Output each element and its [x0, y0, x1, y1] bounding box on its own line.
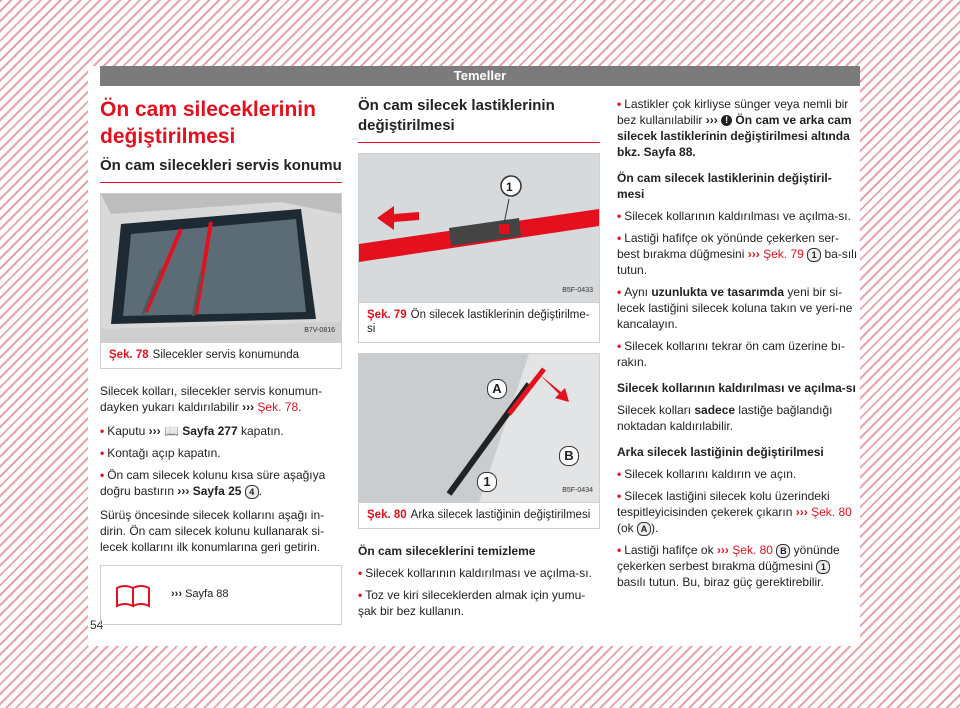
- bullet-text: kapatın.: [240, 424, 284, 438]
- intro-text: Silecek kolları, silecekler servis konumun-dayken yukarı kaldırılabilir: [100, 384, 323, 414]
- callout-badge: A: [637, 522, 651, 536]
- windshield-wiper-illustration: [101, 194, 341, 342]
- bullet-text: .: [258, 484, 263, 498]
- list-item: • Silecek kollarını kaldırın ve açın.: [617, 467, 797, 481]
- callout-badge: 1: [807, 248, 821, 262]
- bullet-text: Silecek kollarını tekrar ön cam üzerine bı-rakın.: [617, 339, 845, 369]
- page-number: 54: [90, 618, 104, 632]
- figure-caption: [359, 302, 599, 342]
- warning-icon: !: [721, 115, 732, 126]
- bullet-text: Silecek kollarının kaldırılması ve açılma-sı.: [365, 566, 592, 580]
- bullet-text: ba-sılı tutun.: [617, 247, 858, 277]
- figure-caption-text: Arka silecek lastiğinin değiştirilmesi: [410, 509, 591, 521]
- bullet-text: yeni bir si-lecek lastiğini silecek koluna takın ve yeri-ne kancalayın.: [617, 285, 853, 331]
- figure-number: Şek. 79: [367, 309, 407, 321]
- arrows: ›››: [177, 484, 190, 498]
- callout-badge: B: [776, 544, 790, 558]
- list-item: • Lastiği hafifçe ok ››› Şek. 80 B yönünde çekerken serbest bırakma düğmesini 1 basılı tutun. Bu, biraz güç gerektirebilir.: [617, 543, 840, 589]
- arrows: ›››: [747, 247, 760, 261]
- list-item: • Kaputu ››› 📖 Sayfa 277 kapatın.: [100, 424, 284, 438]
- book-icon: 📖: [163, 424, 179, 438]
- paragraph: Silecek kolları sadece lastiğe bağlandığı noktadan kaldırılabilir.: [617, 403, 833, 433]
- note-box: [100, 565, 342, 625]
- figure-80: [358, 353, 600, 529]
- subsection-title: Ön cam silecek lastiklerinin değiştiril-mesi: [617, 171, 832, 201]
- bullet-text: Lastiği hafifçe ok yönünde çekerken ser-best bırakma düğmesini: [617, 231, 839, 261]
- book-icon: [115, 580, 155, 610]
- arrows: ›››: [795, 505, 808, 519]
- rear-wiper-illustration: [359, 354, 599, 502]
- list-item: • Ön cam silecek kolunu kısa süre aşağıya doğru bastırın ››› Sayfa 25 4 .: [100, 468, 326, 498]
- figure-link[interactable]: Şek. 79: [763, 247, 804, 261]
- wiper-blade-illustration: [359, 154, 599, 302]
- figure-caption: [359, 502, 599, 528]
- callout-label-1: 1: [506, 180, 513, 194]
- list-item: • Lastiği hafifçe ok yönünde çekerken ser-best bırakma düğmesini ››› Şek. 79 1 ba-sılı tutun.: [617, 231, 858, 277]
- callout-label-a: A: [487, 379, 507, 399]
- figure-78: [100, 193, 342, 369]
- figure-link[interactable]: Şek. 78: [257, 400, 299, 414]
- figure-number: Şek. 78: [109, 349, 149, 361]
- list-item: • Silecek lastiğini silecek kolu üzerindeki tespitleyicisinden çekerek çıkarın ››› Şek. 80 (ok A ).: [617, 489, 852, 535]
- bullet-text: Lastikler çok kirliyse sünger veya nemli bir bez kullanılabilir: [617, 97, 849, 127]
- list-item: • Silecek kollarının kaldırılması ve açılma-sı.: [358, 566, 592, 580]
- callout-badge: 1: [816, 560, 830, 574]
- arrows: ›››: [716, 543, 729, 557]
- figure-caption: [101, 342, 341, 368]
- figure-link[interactable]: Şek. 80: [811, 505, 852, 519]
- arrows: ›››: [242, 400, 255, 414]
- subsection-title: Ön cam sileceklerini temizleme: [358, 544, 536, 558]
- list-item: • Toz ve kiri sileceklerden almak için yumu-şak bir bez kullanın.: [358, 588, 586, 618]
- note-link[interactable]: ››› Sayfa 88: [171, 588, 229, 600]
- column-3: [617, 96, 859, 596]
- arrows: ›››: [705, 113, 718, 127]
- callout-label-b: B: [559, 446, 579, 466]
- figure-code: B7V-0816: [304, 327, 335, 334]
- bullet-text: Lastiği hafifçe ok: [624, 543, 714, 557]
- bullet-bold: uzunlukta ve tasarımda: [651, 285, 785, 299]
- bullet-text: Toz ve kiri sileceklerden almak için yumu-şak bir bez kullanın.: [358, 588, 586, 618]
- arrows: ›››: [148, 424, 161, 438]
- header-bar: Temeller: [100, 66, 860, 86]
- list-item: • Silecek kollarının kaldırılması ve açılma-sı.: [617, 209, 851, 223]
- bullet-text: basılı tutun. Bu, biraz güç gerektirebilir.: [617, 575, 824, 589]
- callout-label-1: 1: [477, 472, 497, 492]
- bullet-text: (ok: [617, 521, 634, 535]
- callout-badge: 4: [245, 485, 259, 499]
- column-1: [100, 96, 342, 625]
- figure-79: [358, 153, 600, 343]
- section-title: Ön cam silecek lastiklerinin değiştirilmesi: [358, 96, 600, 143]
- section-subtitle: Ön cam silecekleri servis konumu: [100, 156, 342, 183]
- bullet-text: Aynı: [624, 285, 648, 299]
- list-item: • Aynı uzunlukta ve tasarımda yeni bir si-lecek lastiğini silecek koluna takın ve yeri-ne kancalayın.: [617, 285, 853, 331]
- figure-caption-text: Silecekler servis konumunda: [152, 349, 300, 361]
- bullet-text: yönünde çekerken serbest bırakma düğmesini: [617, 543, 840, 573]
- column-2: [358, 96, 600, 625]
- subsection-title: Arka silecek lastiğinin değiştirilmesi: [617, 445, 824, 459]
- list-item: • Kontağı açıp kapatın.: [100, 446, 221, 460]
- bullet-text: Ön cam silecek kolunu kısa süre aşağıya doğru bastırın: [100, 468, 326, 498]
- figure-code: B5F-0434: [562, 487, 593, 494]
- intro-paragraph: Silecek kolları, silecekler servis konumun-dayken yukarı kaldırılabilir ››› Şek. 78.: [100, 384, 323, 414]
- page-link[interactable]: Sayfa 25: [192, 484, 242, 498]
- bullet-text: ).: [651, 521, 659, 535]
- list-item: • Lastikler çok kirliyse sünger veya nemli bir bez kullanılabilir ››› ! Ön cam ve arka cam silecek lastiklerinin değiştirilmesi altında bkz. Sayfa 88.: [617, 97, 852, 159]
- bullet-text: Silecek kollarının kaldırılması ve açılma-sı.: [624, 209, 851, 223]
- page-link[interactable]: Sayfa 277: [182, 424, 238, 438]
- figure-link[interactable]: Şek. 80: [732, 543, 773, 557]
- figure-code: B5F-0433: [562, 287, 593, 294]
- figure-number: Şek. 80: [367, 509, 407, 521]
- figure-caption-text: Ön silecek lastiklerinin değiştirilme-si: [367, 309, 590, 335]
- subsection-title: Silecek kollarının kaldırılması ve açılma-sı: [617, 381, 856, 395]
- bullet-text: Silecek kollarını kaldırın ve açın.: [624, 467, 797, 481]
- section-title: Ön cam sileceklerinin değiştirilmesi: [100, 98, 316, 148]
- bullet-text: Kaputu: [107, 424, 146, 438]
- bullet-text: Kontağı açıp kapatın.: [107, 446, 221, 460]
- list-item: • Silecek kollarını tekrar ön cam üzerine bı-rakın.: [617, 339, 845, 369]
- bullet-text: Silecek lastiğini silecek kolu üzerindeki tespitleyicisinden çekerek çıkarın: [617, 489, 830, 519]
- paragraph: Sürüş öncesinde silecek kollarını aşağı in-dirin. Ön cam silecek kolunu kullanarak si-lecek kollarını ilk konumlarına geri getirin.: [100, 508, 325, 554]
- warning-link[interactable]: Ön cam ve arka cam silecek lastiklerinin değiştirilmesi altında bkz. Sayfa 88.: [617, 113, 852, 159]
